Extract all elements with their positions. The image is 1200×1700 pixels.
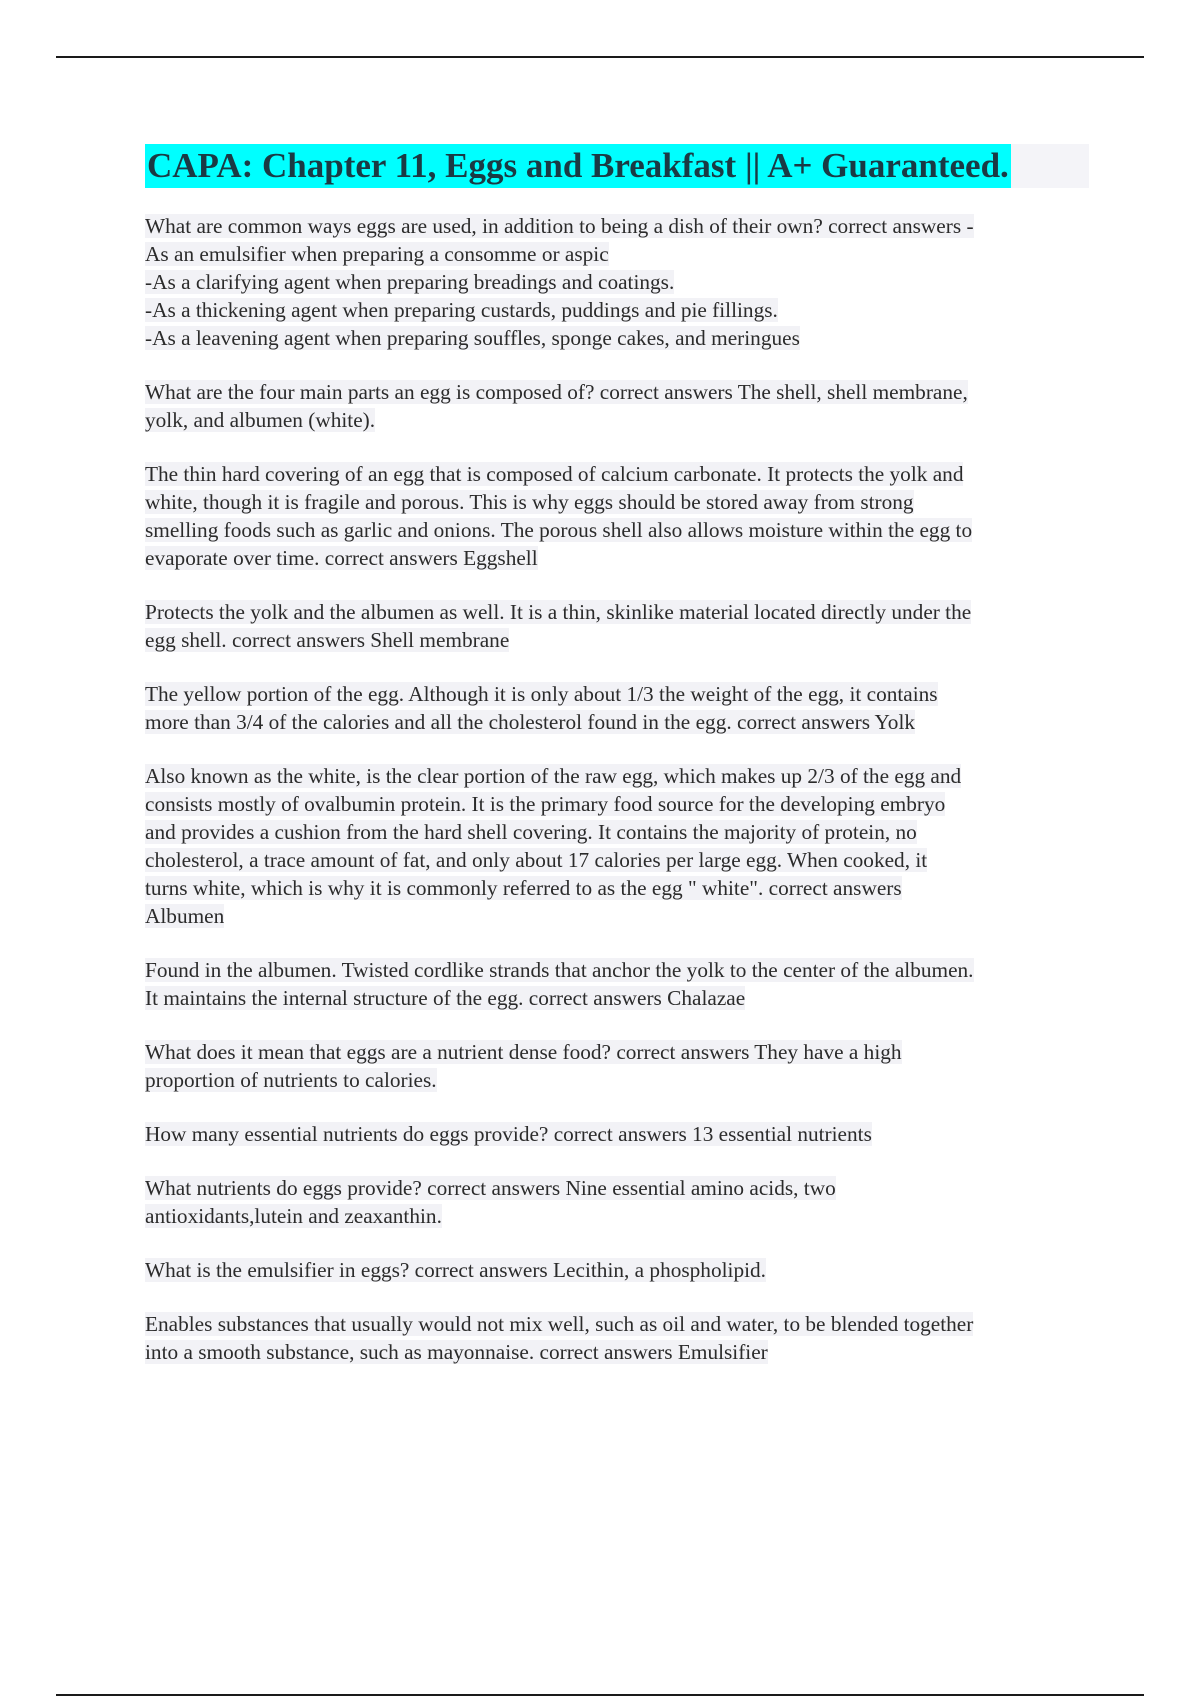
text-line: into a smooth substance, such as mayonnaise. correct answers Emulsifier [145,1340,768,1364]
page-title: CAPA: Chapter 11, Eggs and Breakfast || A+ Guaranteed. [145,144,1011,188]
document-body [145,212,1089,1392]
text-line: antioxidants,lutein and zeaxanthin. [145,1204,442,1228]
text-line: What are the four main parts an egg is composed of? correct answers The shell, shell membrane, [145,380,968,404]
text-line: How many essential nutrients do eggs provide? correct answers 13 essential nutrients [145,1122,872,1146]
text-line: -As a thickening agent when preparing custards, puddings and pie fillings. [145,298,778,322]
text-line: What are common ways eggs are used, in addition to being a dish of their own? correct answers - [145,214,974,238]
qa-item [145,212,1089,352]
qa-item [145,598,1089,654]
qa-item [145,1120,1089,1148]
text-line: egg shell. correct answers Shell membrane [145,628,510,652]
qa-item [145,956,1089,1012]
qa-item [145,680,1089,736]
title-banner [145,144,1089,188]
qa-item [145,378,1089,434]
text-line: It maintains the internal structure of the egg. correct answers Chalazae [145,986,746,1010]
text-line: -As a clarifying agent when preparing breadings and coatings. [145,270,675,294]
qa-item [145,762,1089,930]
text-line: Enables substances that usually would not mix well, such as oil and water, to be blended together [145,1312,974,1336]
text-line: consists mostly of ovalbumin protein. It is the primary food source for the developing embryo [145,792,946,816]
text-line: and provides a cushion from the hard shell covering. It contains the majority of protein, no [145,820,917,844]
top-rule [56,56,1144,58]
text-line: The yellow portion of the egg. Although it is only about 1/3 the weight of the egg, it contains [145,682,938,706]
text-line: Protects the yolk and the albumen as well. It is a thin, skinlike material located directly under the [145,600,972,624]
qa-item [145,460,1089,572]
text-line: What nutrients do eggs provide? correct answers Nine essential amino acids, two [145,1176,836,1200]
text-line: Found in the albumen. Twisted cordlike strands that anchor the yolk to the center of the albumen. [145,958,974,982]
text-line: Also known as the white, is the clear portion of the raw egg, which makes up 2/3 of the egg and [145,764,962,788]
qa-item [145,1310,1089,1366]
text-line: cholesterol, a trace amount of fat, and only about 17 calories per large egg. When cooked, it [145,848,928,872]
text-line: What is the emulsifier in eggs? correct answers Lecithin, a phospholipid. [145,1258,766,1282]
qa-item [145,1038,1089,1094]
bottom-rule [56,1694,1144,1696]
text-line: more than 3/4 of the calories and all the cholesterol found in the egg. correct answers Yolk [145,710,916,734]
qa-item [145,1174,1089,1230]
text-line: The thin hard covering of an egg that is composed of calcium carbonate. It protects the yolk and [145,462,964,486]
text-line: smelling foods such as garlic and onions. The porous shell also allows moisture within the egg to [145,518,973,542]
text-line: proportion of nutrients to calories. [145,1068,437,1092]
text-line: As an emulsifier when preparing a consomme or aspic [145,242,609,266]
text-line: evaporate over time. correct answers Eggshell [145,546,538,570]
text-line: white, though it is fragile and porous. This is why eggs should be stored away from strong [145,490,914,514]
text-line: What does it mean that eggs are a nutrient dense food? correct answers They have a high [145,1040,902,1064]
text-line: yolk, and albumen (white). [145,408,376,432]
text-line: -As a leavening agent when preparing souffles, sponge cakes, and meringues [145,326,800,350]
text-line: Albumen [145,904,225,928]
qa-item [145,1256,1089,1284]
text-line: turns white, which is why it is commonly referred to as the egg " white". correct answers [145,876,902,900]
